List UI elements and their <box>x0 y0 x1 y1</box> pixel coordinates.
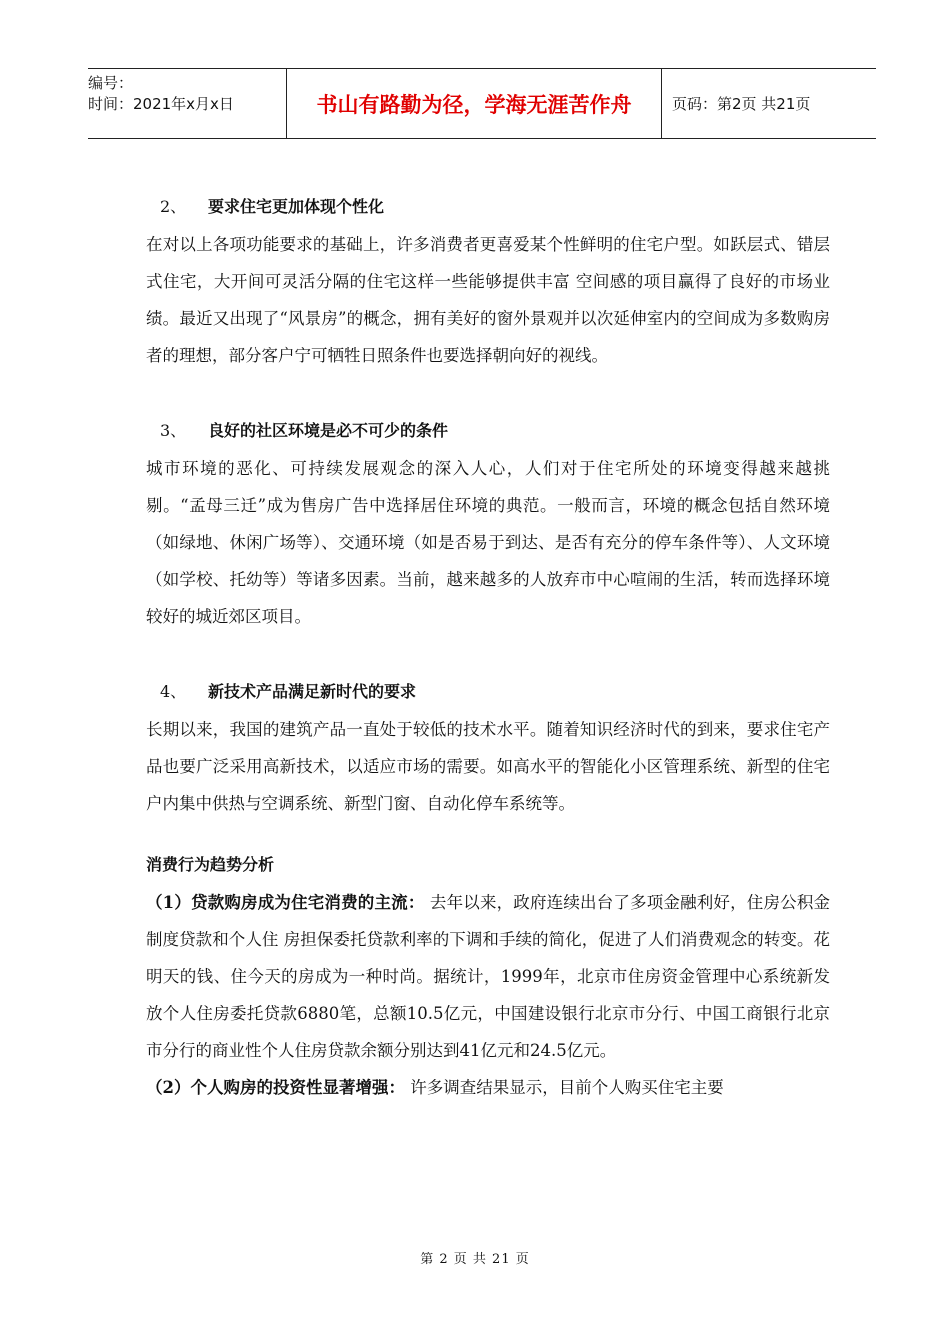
header-page-info: 页码：第2页 共21页 <box>672 95 811 113</box>
header-date: 时间：2021年x月x日 <box>88 95 234 113</box>
trend-item-1 <box>146 884 830 1069</box>
document-body <box>146 188 830 1106</box>
section-number: 4、 <box>160 682 187 701</box>
section-paragraph: 在对以上各项功能要求的基础上，许多消费者更喜爱某个性鲜明的住宅户型。如跃层式、错层式住宅，大开间可灵活分隔的住宅这样一些能够提供丰富 空间感的项目赢得了良好的市场业绩。最近又出现了“风景房”的概念，拥有美好的窗外景观并以次延伸室内的空间成为多数购房者的理想，部分客户宁可牺牲日照条件也要选择朝向好的视线。 <box>146 235 830 365</box>
header-meta <box>88 69 286 138</box>
trend-item-label: （1）贷款购房成为住宅消费的主流： <box>146 893 425 912</box>
trend-item-label: （2）个人购房的投资性显著增强： <box>146 1078 405 1097</box>
page-footer: 第 2 页 共 21 页 <box>420 1252 530 1267</box>
section-heading-4 <box>146 673 830 711</box>
section-number: 2、 <box>160 197 187 216</box>
page-header <box>88 68 876 139</box>
section-number: 3、 <box>160 421 187 440</box>
trend-item-2 <box>146 1069 830 1106</box>
section-title: 良好的社区环境是必不可少的条件 <box>208 421 449 440</box>
serial-number: 编号： <box>88 74 134 92</box>
header-motto: 书山有路勤为径，学海无涯苦作舟 <box>286 69 662 138</box>
trend-title: 消费行为趋势分析 <box>146 855 275 874</box>
section-title: 新技术产品满足新时代的要求 <box>208 682 417 701</box>
section-paragraph: 城市环境的恶化、可持续发展观念的深入人心，人们对于住宅所处的环境变得越来越挑剔。“孟母三迁”成为售房广告中选择居住环境的典范。一般而言，环境的概念包括自然环境（如绿地、休闲广场等）、交通环境（如是否易于到达、是否有充分的停车条件等）、人文环境（如学校、托幼等）等诸多因素。当前，越来越多的人放弃市中心喧闹的生活，转而选择环境较好的城近郊区项目。 <box>146 459 830 626</box>
section-title: 要求住宅更加体现个性化 <box>208 197 385 216</box>
section-paragraph: 长期以来，我国的建筑产品一直处于较低的技术水平。随着知识经济时代的到来，要求住宅产品也要广泛采用高新技术，以适应市场的需要。如高水平的智能化小区管理系统、新型的住宅户内集中供热与空调系统、新型门窗、自动化停车系统等。 <box>146 720 830 813</box>
trend-item-body: 去年以来，政府连续出台了多项金融利好，住房公积金制度贷款和个人住 房担保委托贷款利率的下调和手续的简化，促进了人们消费观念的转变。花明天的钱、住今天的房成为一种时尚。据统计，1999年，北京市住房资金管理中心系统新发放个人住房委托贷款6880笔，总额10.5亿元，中国建设银行北京市分行、中国工商银行北京市分行的商业性个人住房贷款余额分别达到41亿元和24.5亿元。 <box>146 893 830 1060</box>
section-heading-3 <box>146 412 830 450</box>
trend-item-body: 许多调查结果显示，目前个人购买住宅主要 <box>404 1078 724 1097</box>
section-heading-2 <box>146 188 830 226</box>
